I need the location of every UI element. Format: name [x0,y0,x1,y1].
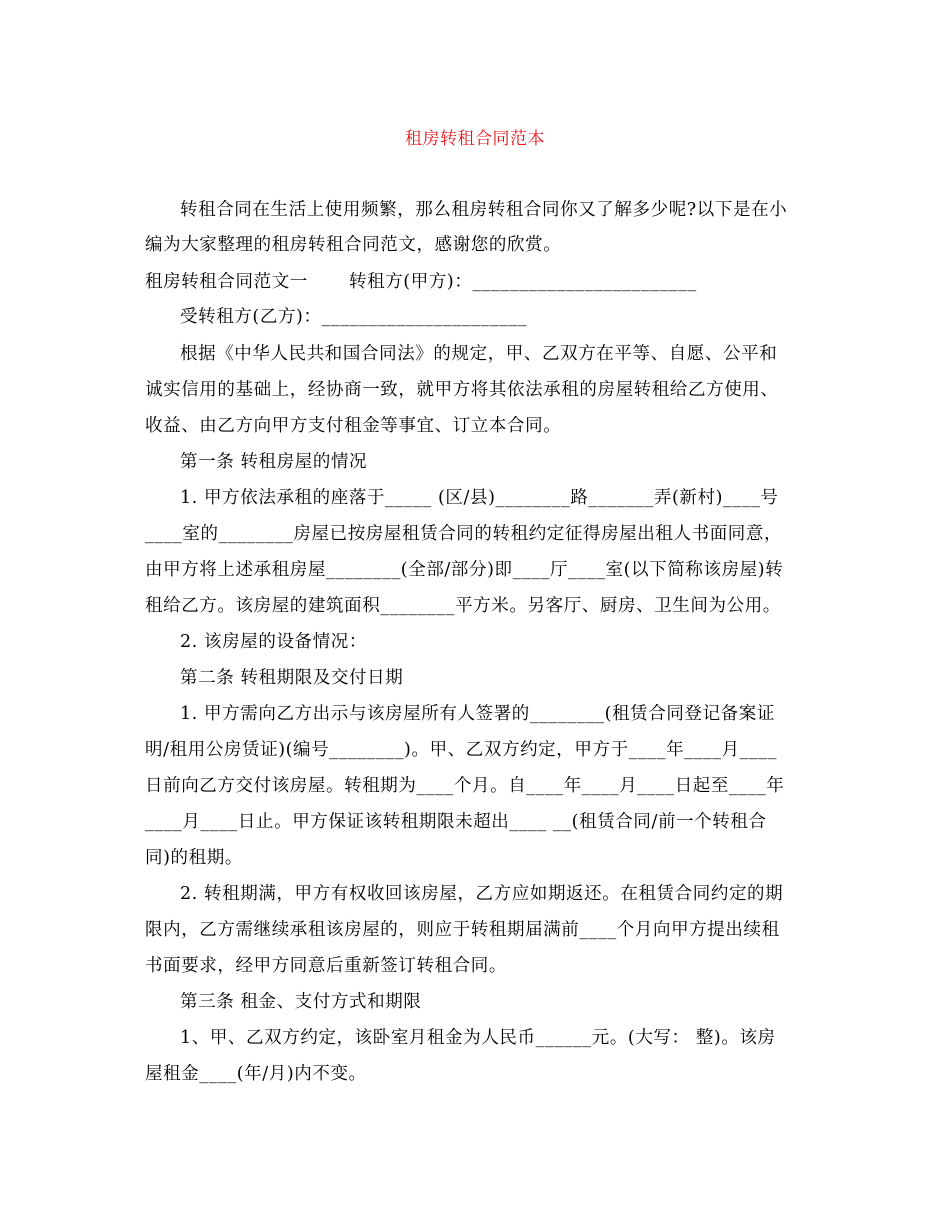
article-2-clause-2-line-2: 限内，乙方需继续承租该房屋的，则应于转租期届满前____个月向甲方提出续租 [145,920,780,940]
preamble-line-2: 诚实信用的基础上，经协商一致，就甲方将其依法承租的房屋转租给乙方使用、 [145,380,779,400]
article-1-clause-2: 2. 该房屋的设备情况： [180,632,367,652]
article-2-clause-1-line-5: 同)的租期。 [145,848,243,868]
article-2-heading: 第二条 转租期限及交付日期 [180,668,404,688]
article-2-clause-1-line-3: 日前向乙方交付该房屋。转租期为____个月。自____年____月____日起至____年 [145,776,785,796]
preamble-line-3: 收益、由乙方向甲方支付租金等事宜、订立本合同。 [145,416,562,436]
article-2-clause-1-line-4: ____月____日止。甲方保证该转租期限未超出____ __(租赁合同/前一个转租合 [145,812,767,832]
preamble-line-1: 根据《中华人民共和国合同法》的规定，甲、乙双方在平等、自愿、公平和 [180,344,778,364]
intro-line-1: 转租合同在生活上使用频繁，那么租房转租合同你又了解多少呢?以下是在小 [180,200,788,220]
sample-heading: 租房转租合同范文一 [145,272,308,292]
article-3-clause-1-line-2: 屋租金____(年/月)内不变。 [145,1064,367,1084]
intro-line-2: 编为大家整理的租房转租合同范文，感谢您的欣赏。 [145,235,562,255]
article-3-heading: 第三条 租金、支付方式和期限 [180,992,422,1012]
article-1-clause-1-line-3: 由甲方将上述承租房屋________(全部/部分)即____厅____室(以下简称该房屋)转 [145,560,784,580]
document-title: 租房转租合同范本 [405,129,545,149]
article-1-clause-1-line-1: 1. 甲方依法承租的座落于_____ (区/县)________路_______弄(新村)____号 [180,488,779,508]
party-b-line: 受转租方(乙方)：______________________ [180,307,528,327]
party-a-line: 转租方(甲方)：________________________ [349,272,697,292]
article-1-heading: 第一条 转租房屋的情况 [180,452,368,472]
article-2-clause-1-line-2: 明/租用公房赁证)(编号________)。甲、乙双方约定，甲方于____年____月____ [145,740,778,760]
article-2-clause-2-line-1: 2. 转租期满，甲方有权收回该房屋，乙方应如期返还。在租赁合同约定的期 [180,884,784,904]
article-2-clause-2-line-3: 书面要求，经甲方同意后重新签订转租合同。 [145,956,507,976]
article-1-clause-1-line-4: 租给乙方。该房屋的建筑面积________平方米。另客厅、厨房、卫生间为公用。 [145,596,781,616]
article-2-clause-1-line-1: 1. 甲方需向乙方出示与该房屋所有人签署的________(租赁合同登记备案证 [180,704,775,724]
article-3-clause-1-line-1: 1、甲、乙双方约定，该卧室月租金为人民币______元。(大写： 整)。该房 [180,1028,776,1048]
article-1-clause-1-line-2: ____室的________房屋已按房屋租赁合同的转租约定征得房屋出租人书面同意， [145,524,783,544]
